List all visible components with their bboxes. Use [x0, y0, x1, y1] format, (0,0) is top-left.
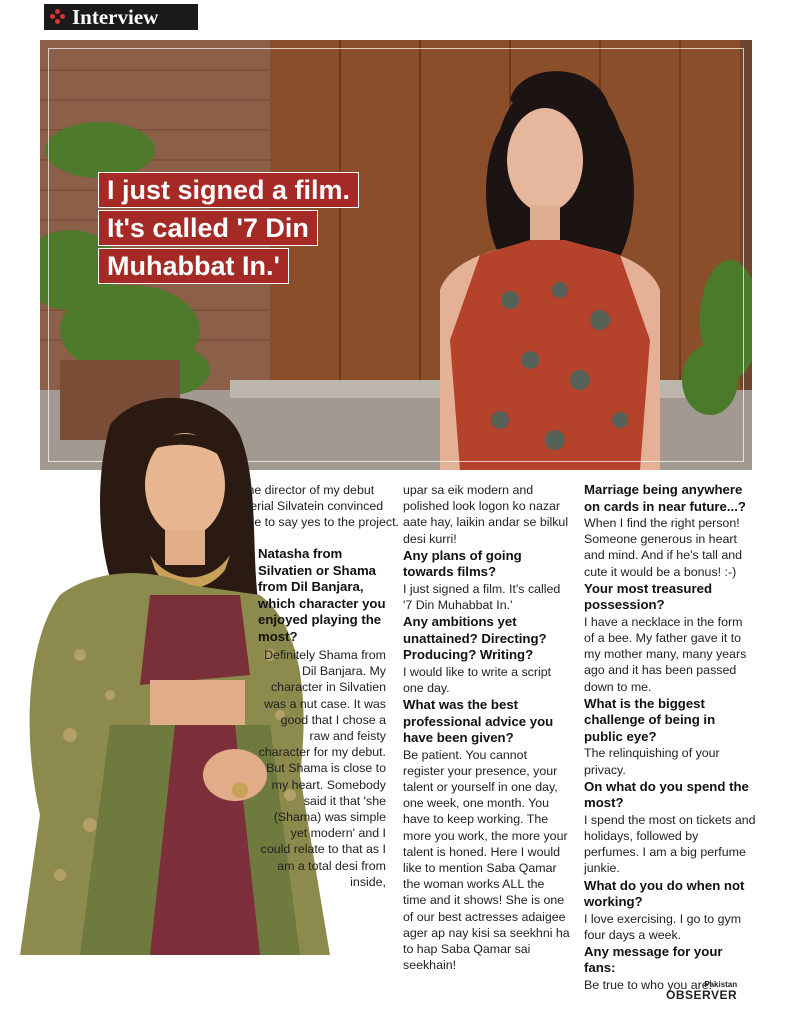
answer-text: I would like to write a script one day. — [403, 664, 552, 695]
column-1 — [244, 482, 399, 532]
brand-name: Social — [72, 979, 121, 1000]
section-tag — [44, 4, 198, 30]
question-heading: Marriage being anywhere on cards in near future...? — [584, 482, 746, 514]
answer-text: upar sa eik modern and polished look logon ko nazar aate hay, laikin andar se bilkul desi kurri! — [403, 483, 569, 546]
page-number: 34 — [48, 975, 70, 1000]
issue-date: 23-29 April, 2017 — [154, 984, 242, 998]
publisher-logo — [666, 980, 737, 1001]
section-dots-icon — [50, 9, 66, 25]
intro-text: the director of my debut serial Silvatein convinced me to say yes to the project. — [244, 483, 399, 530]
pull-quote — [98, 171, 398, 285]
publisher-top: Pakistan — [704, 980, 738, 989]
answer-text: I just signed a film. It's called '7 Din Muhabbat In.' — [403, 581, 561, 613]
answer-text: Be true to who you are! — [584, 977, 713, 992]
section-label: Interview — [72, 4, 159, 29]
pull-quote-line: It's called '7 Din — [98, 210, 318, 246]
answer-text: Be patient. You cannot register your presence, your talent or yourself in one day, one week, one month. You have to keep working. The more you work, the more your talent is honed. Here I would like to mention Saba Qamar the woman works ALL the time and it shows! She is one of our best actresses adaigee ager ap nay kisi sa seekhni ha to hap Saba Qamar sai seekhain! — [403, 747, 570, 973]
question-heading: What do you do when not working? — [584, 877, 745, 910]
answer-text: When I find the right person! Someone generous in heart and mind. And if he's tall and cute it would be a bonus! :-) — [584, 516, 743, 579]
question-heading: What is the biggest challenge of being in public eye? — [584, 695, 716, 744]
pull-quote-line: I just signed a film. — [98, 172, 359, 208]
question-heading: Any plans of going towards films? — [403, 547, 522, 580]
question-heading: What was the best professional advice you have been given? — [403, 697, 554, 746]
question-heading: Your most treasured possession? — [584, 580, 712, 613]
pull-quote-line: Muhabbat In.' — [98, 248, 289, 284]
answer-text: I have a necklace in the form of a bee. My father gave it to my mother many, many years ago and it has been passed down to me. — [584, 614, 747, 694]
column-3 — [584, 482, 756, 994]
question-heading: Natasha from Silvatien or Shama from Dil Banjara, which character you enjoyed playing the most? — [258, 546, 386, 644]
answer-text: The relinquishing of your privacy. — [584, 746, 720, 777]
question-heading: Any ambitions yet unattained? Directing? Producing? Writing? — [403, 614, 547, 663]
column-1-question — [258, 546, 386, 891]
page-footer — [48, 975, 242, 1001]
brand-sub: Diary — [122, 986, 149, 998]
answer-text: I spend the most on tickets and holidays, followed by perfumes. I am a big perfume junkie. — [584, 812, 756, 876]
question-heading: On what do you spend the most? — [584, 778, 749, 811]
question-heading: Any message for your fans: — [584, 943, 723, 976]
publisher-main: OBSERVER — [666, 988, 738, 1002]
answer-text: I love exercising. I go to gym four days a week. — [584, 911, 742, 942]
answer-text: Definitely Shama from Dil Banjara. My character in Silvatien was a nut case. It was good that I chose a raw and feisty character for my debut. But Shama is close to my heart. Somebody said it that 'she (Shama) was simple yet modern' and I could relate to that as I am a total desi from inside, — [258, 648, 386, 889]
column-2 — [403, 482, 571, 974]
